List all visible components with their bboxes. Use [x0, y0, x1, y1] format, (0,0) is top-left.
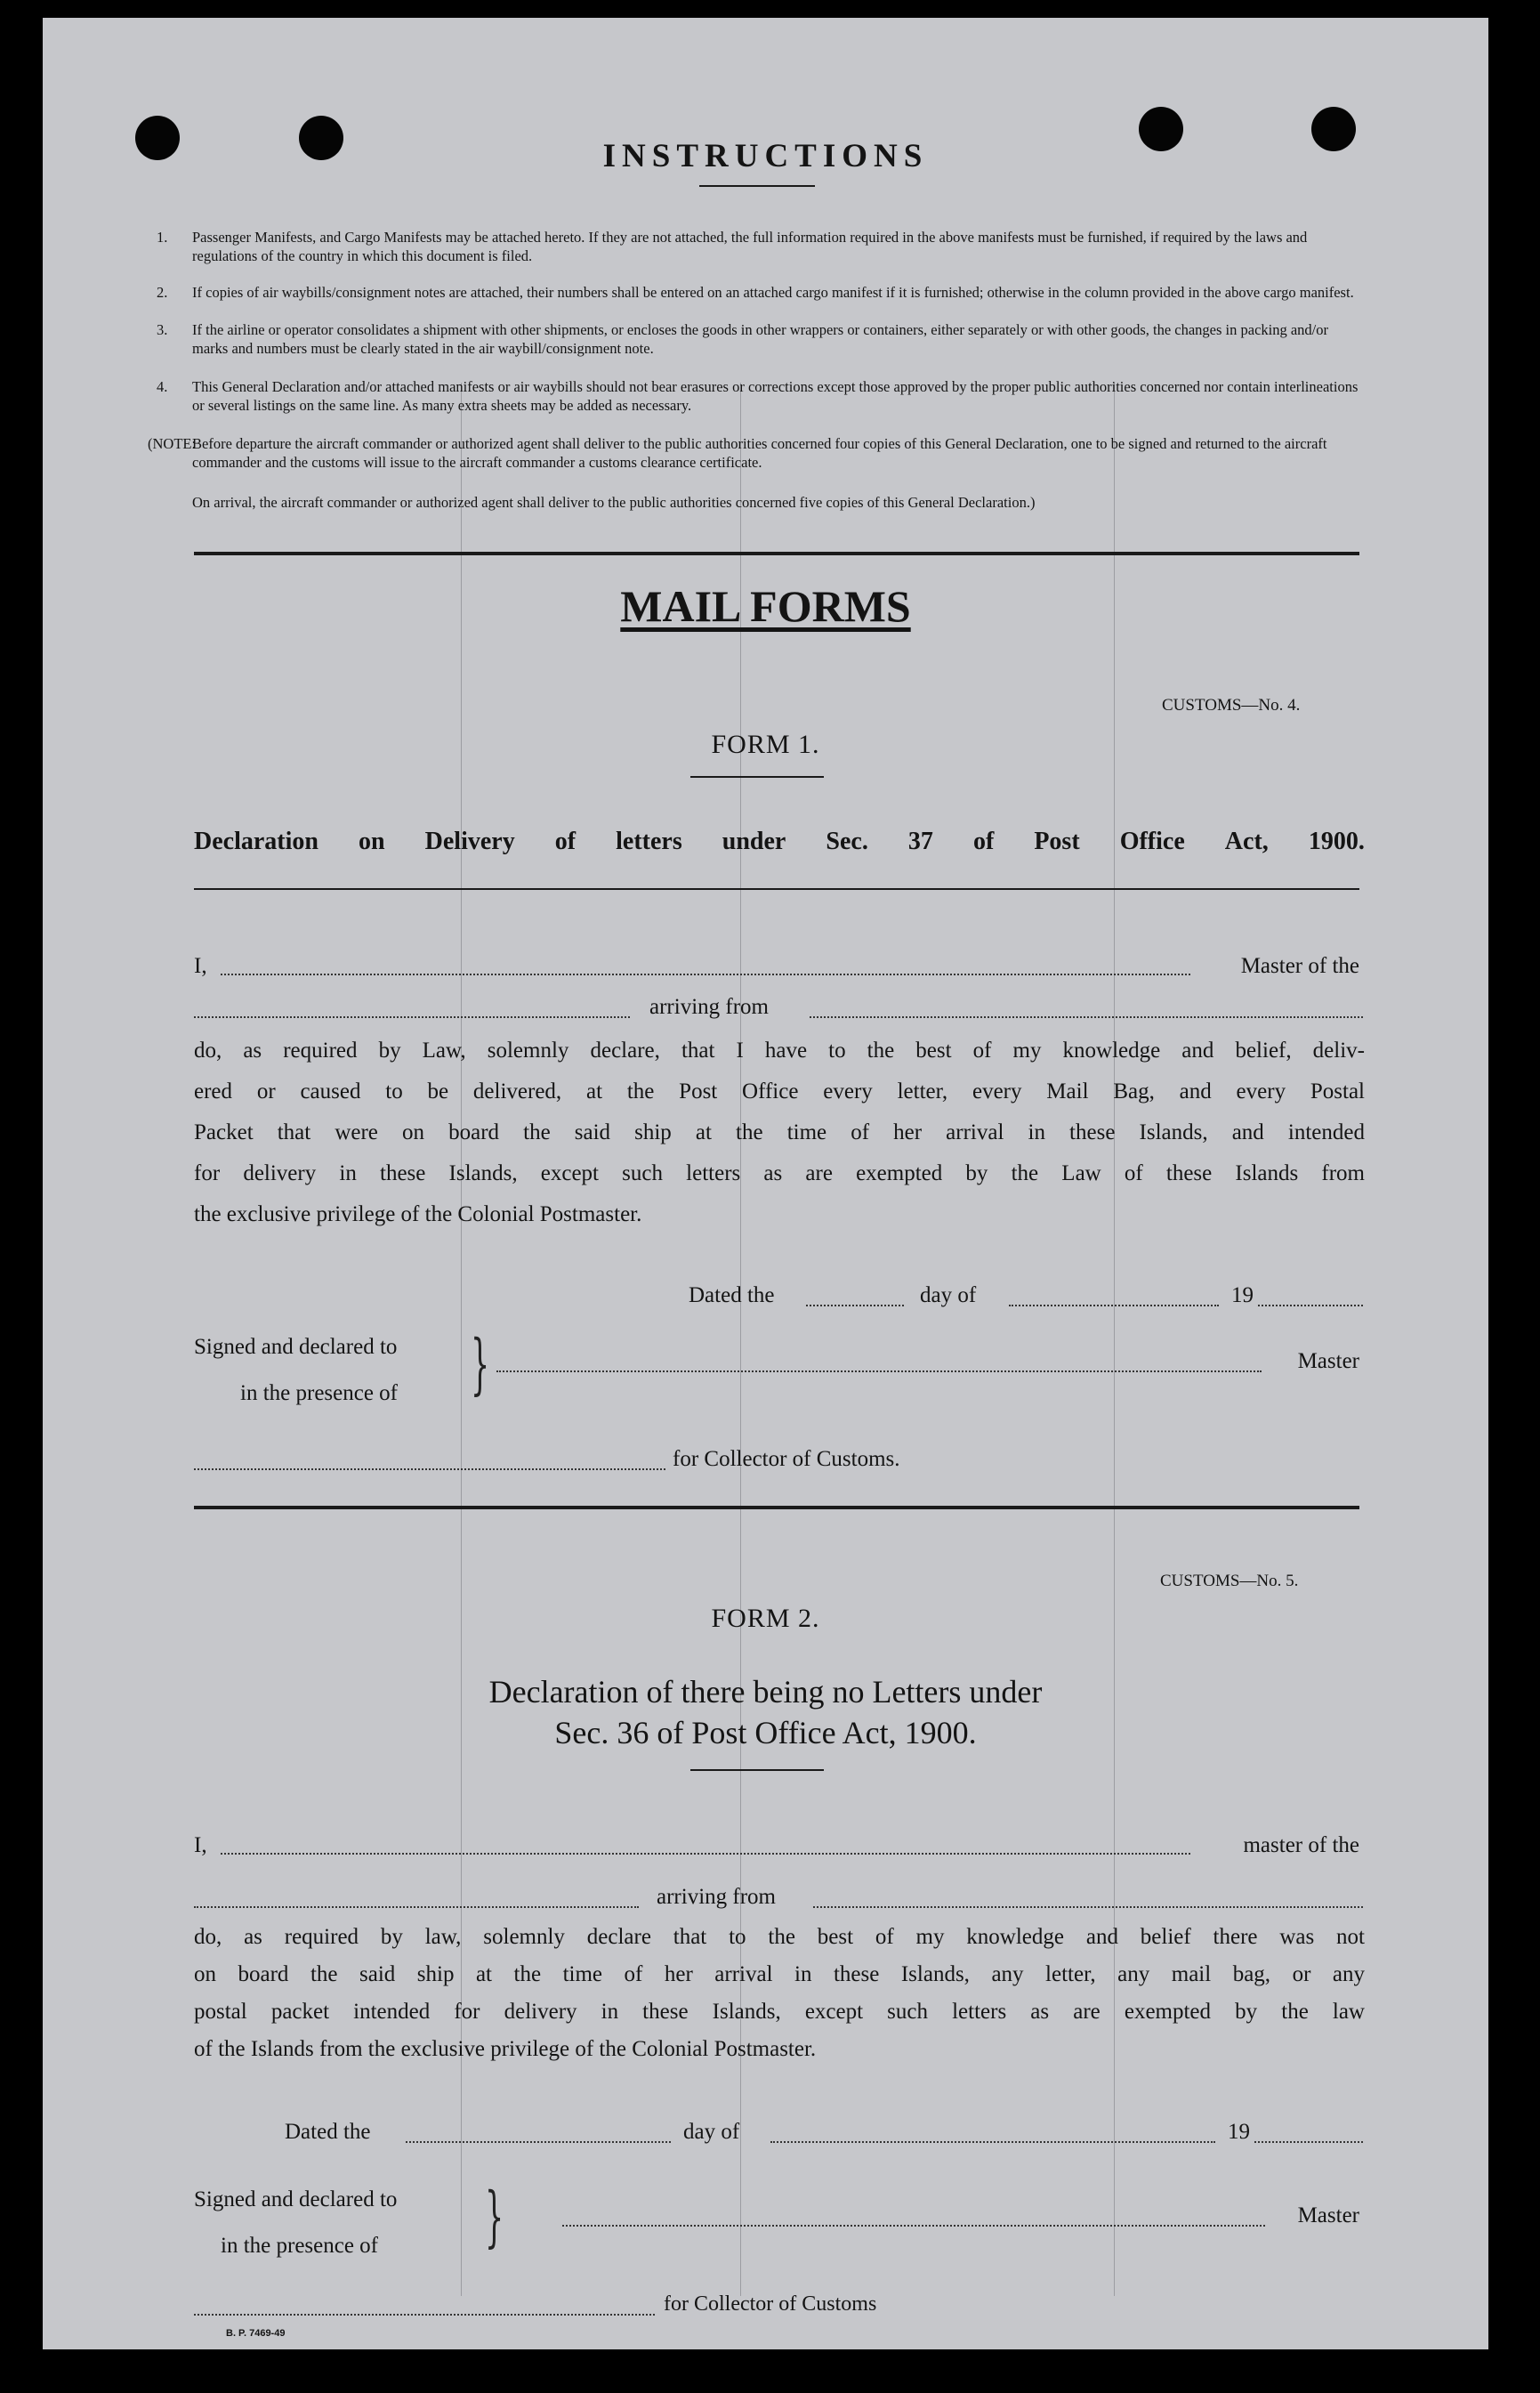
customs-number: CUSTOMS—No. 5. — [1160, 1572, 1299, 1590]
arriving-from-label: arriving from — [649, 995, 769, 1019]
form-divider — [194, 1506, 1359, 1509]
form1-body-line: Packet that were on board the said ship at the time of her arrival in these Islands, and intended — [194, 1120, 1365, 1144]
item-number: 1. — [157, 229, 168, 246]
form2-body-line: on board the said ship at the time of her arrival in these Islands, any letter, any mail bag, or any — [194, 1962, 1365, 1986]
form1-heading — [194, 828, 1365, 856]
heading-word: under — [722, 828, 786, 855]
mail-forms-title: MAIL FORMS — [620, 581, 911, 631]
instructions-title: INSTRUCTIONS — [602, 138, 929, 174]
master-name-field[interactable] — [221, 1853, 1190, 1855]
master-label: Master — [1297, 1349, 1359, 1373]
dated-month-field[interactable] — [1009, 1305, 1219, 1306]
heading-word: of — [972, 828, 995, 855]
collector-label: for Collector of Customs. — [673, 1447, 900, 1471]
arriving-from-field[interactable] — [813, 1906, 1363, 1908]
heading-word: Declaration — [194, 828, 318, 855]
instruction-item — [157, 377, 1367, 415]
signed-declared-label: Signed and declared to — [194, 1335, 398, 1359]
dated-the-label: Dated the — [689, 1283, 775, 1307]
item-text: This General Declaration and/or attached manifests or air waybills should not bear erasures or corrections except those approved by the proper public authorities concerned nor contain interlineations or several listings on the same line. As many extra sheets may be added as necessary. — [192, 378, 1359, 414]
master-label: Master — [1297, 2203, 1359, 2227]
heading-word: 37 — [907, 828, 933, 855]
brace: } — [484, 2179, 504, 2255]
dated-the-label: Dated the — [285, 2120, 371, 2144]
item-text: If copies of air waybills/consignment notes are attached, their numbers shall be entered on an attached cargo manifest if it is furnished; otherwise in the column provided in the above cargo manifest. — [192, 284, 1354, 301]
day-of-label: day of — [683, 2120, 740, 2144]
instruction-note — [148, 434, 1367, 472]
year-label: 19 — [1228, 2120, 1250, 2144]
heading-word: Office — [1119, 828, 1185, 855]
collector-label: for Collector of Customs — [664, 2292, 877, 2316]
instruction-item — [157, 283, 1367, 302]
dated-day-field[interactable] — [806, 1305, 904, 1306]
dated-year-field[interactable] — [1254, 2141, 1363, 2143]
instruction-item — [157, 320, 1367, 358]
arriving-from-field[interactable] — [810, 1016, 1363, 1018]
collector-signature-field[interactable] — [194, 2314, 655, 2316]
presence-of-label: in the presence of — [221, 2234, 379, 2258]
note-text: On arrival, the aircraft commander or authorized agent shall deliver to the public authorities concerned five copies of this General Declaration.) — [192, 494, 1036, 511]
instruction-note — [192, 493, 1367, 512]
heading-word: on — [359, 828, 385, 855]
document-page — [43, 18, 1488, 2349]
arriving-from-label: arriving from — [657, 1885, 776, 1909]
form2-body-line: of the Islands from the exclusive privilege of the Colonial Postmaster. — [194, 2037, 817, 2061]
instruction-item — [157, 228, 1367, 265]
print-code: B. P. 7469-49 — [226, 2328, 286, 2339]
master-of-label: Master of the — [1240, 954, 1359, 978]
dated-year-field[interactable] — [1258, 1305, 1363, 1306]
ship-name-field[interactable] — [194, 1906, 639, 1908]
section-divider — [194, 552, 1359, 555]
heading-word: Post — [1034, 828, 1080, 855]
ship-name-field[interactable] — [194, 1016, 630, 1018]
master-signature-field[interactable] — [562, 2225, 1265, 2227]
presence-of-label: in the presence of — [240, 1381, 399, 1405]
form1-body-line: the exclusive privilege of the Colonial Postmaster. — [194, 1202, 642, 1226]
form2-body-line: do, as required by law, solemnly declare that to the best of my knowledge and belief there was not — [194, 1925, 1365, 1949]
form1-body-line: ered or caused to be delivered, at the Post Office every letter, every Mail Bag, and every Postal — [194, 1079, 1365, 1104]
form1-body-line: do, as required by Law, solemnly declare, that I have to the best of my knowledge and belief, deliv- — [194, 1039, 1365, 1063]
form-title-underline — [690, 776, 824, 778]
heading-word: Act, — [1224, 828, 1269, 855]
heading-underline — [690, 1769, 824, 1771]
day-of-label: day of — [920, 1283, 977, 1307]
note-text: Before departure the aircraft commander or authorized agent shall deliver to the public authorities concerned four copies of this General Declaration, one to be signed and returned to the aircraft commander and the customs will issue to the aircraft commander a customs clearance certificate. — [192, 435, 1327, 471]
dated-day-field[interactable] — [406, 2141, 671, 2143]
signed-declared-label: Signed and declared to — [194, 2187, 398, 2211]
item-number: 3. — [157, 321, 168, 338]
item-text: If the airline or operator consolidates a shipment with other shipments, or encloses the goods in other wrappers or containers, either separately or with other goods, the changes in packing and/or marks and numbers must be clearly stated in the air waybill/consignment note. — [192, 321, 1329, 357]
heading-word: Sec. — [826, 828, 868, 855]
master-signature-field[interactable] — [496, 1370, 1262, 1372]
note-prefix: (NOTE: — [148, 435, 197, 452]
form2-heading-line: Declaration of there being no Letters under — [488, 1674, 1043, 1710]
heading-word: of — [554, 828, 576, 855]
form-line-start: I, — [194, 954, 207, 978]
customs-number: CUSTOMS—No. 4. — [1162, 696, 1301, 715]
master-of-label: master of the — [1243, 1833, 1359, 1857]
brace: } — [470, 1326, 490, 1403]
master-name-field[interactable] — [221, 974, 1190, 975]
collector-signature-field[interactable] — [194, 1468, 665, 1470]
heading-rule — [194, 888, 1359, 890]
form1-body-line: for delivery in these Islands, except such letters as are exempted by the Law of these Islands from — [194, 1161, 1365, 1185]
heading-word: Delivery — [424, 828, 515, 855]
form-title: FORM 2. — [711, 1604, 820, 1633]
item-number: 2. — [157, 284, 168, 301]
item-number: 4. — [157, 378, 168, 395]
form-title: FORM 1. — [711, 730, 820, 759]
form2-body-line: postal packet intended for delivery in these Islands, except such letters as are exempted by the law — [194, 2000, 1365, 2024]
heading-word: 1900. — [1308, 828, 1365, 855]
heading-word: letters — [616, 828, 682, 855]
form2-heading-line: Sec. 36 of Post Office Act, 1900. — [554, 1715, 977, 1750]
form-line-start: I, — [194, 1833, 207, 1857]
year-label: 19 — [1231, 1283, 1254, 1307]
title-underline — [699, 185, 815, 187]
dated-month-field[interactable] — [770, 2141, 1215, 2143]
item-text: Passenger Manifests, and Cargo Manifests may be attached hereto. If they are not attached, the full information required in the above manifests must be furnished, if required by the laws and regulations of the country in which this document is filed. — [192, 229, 1308, 264]
